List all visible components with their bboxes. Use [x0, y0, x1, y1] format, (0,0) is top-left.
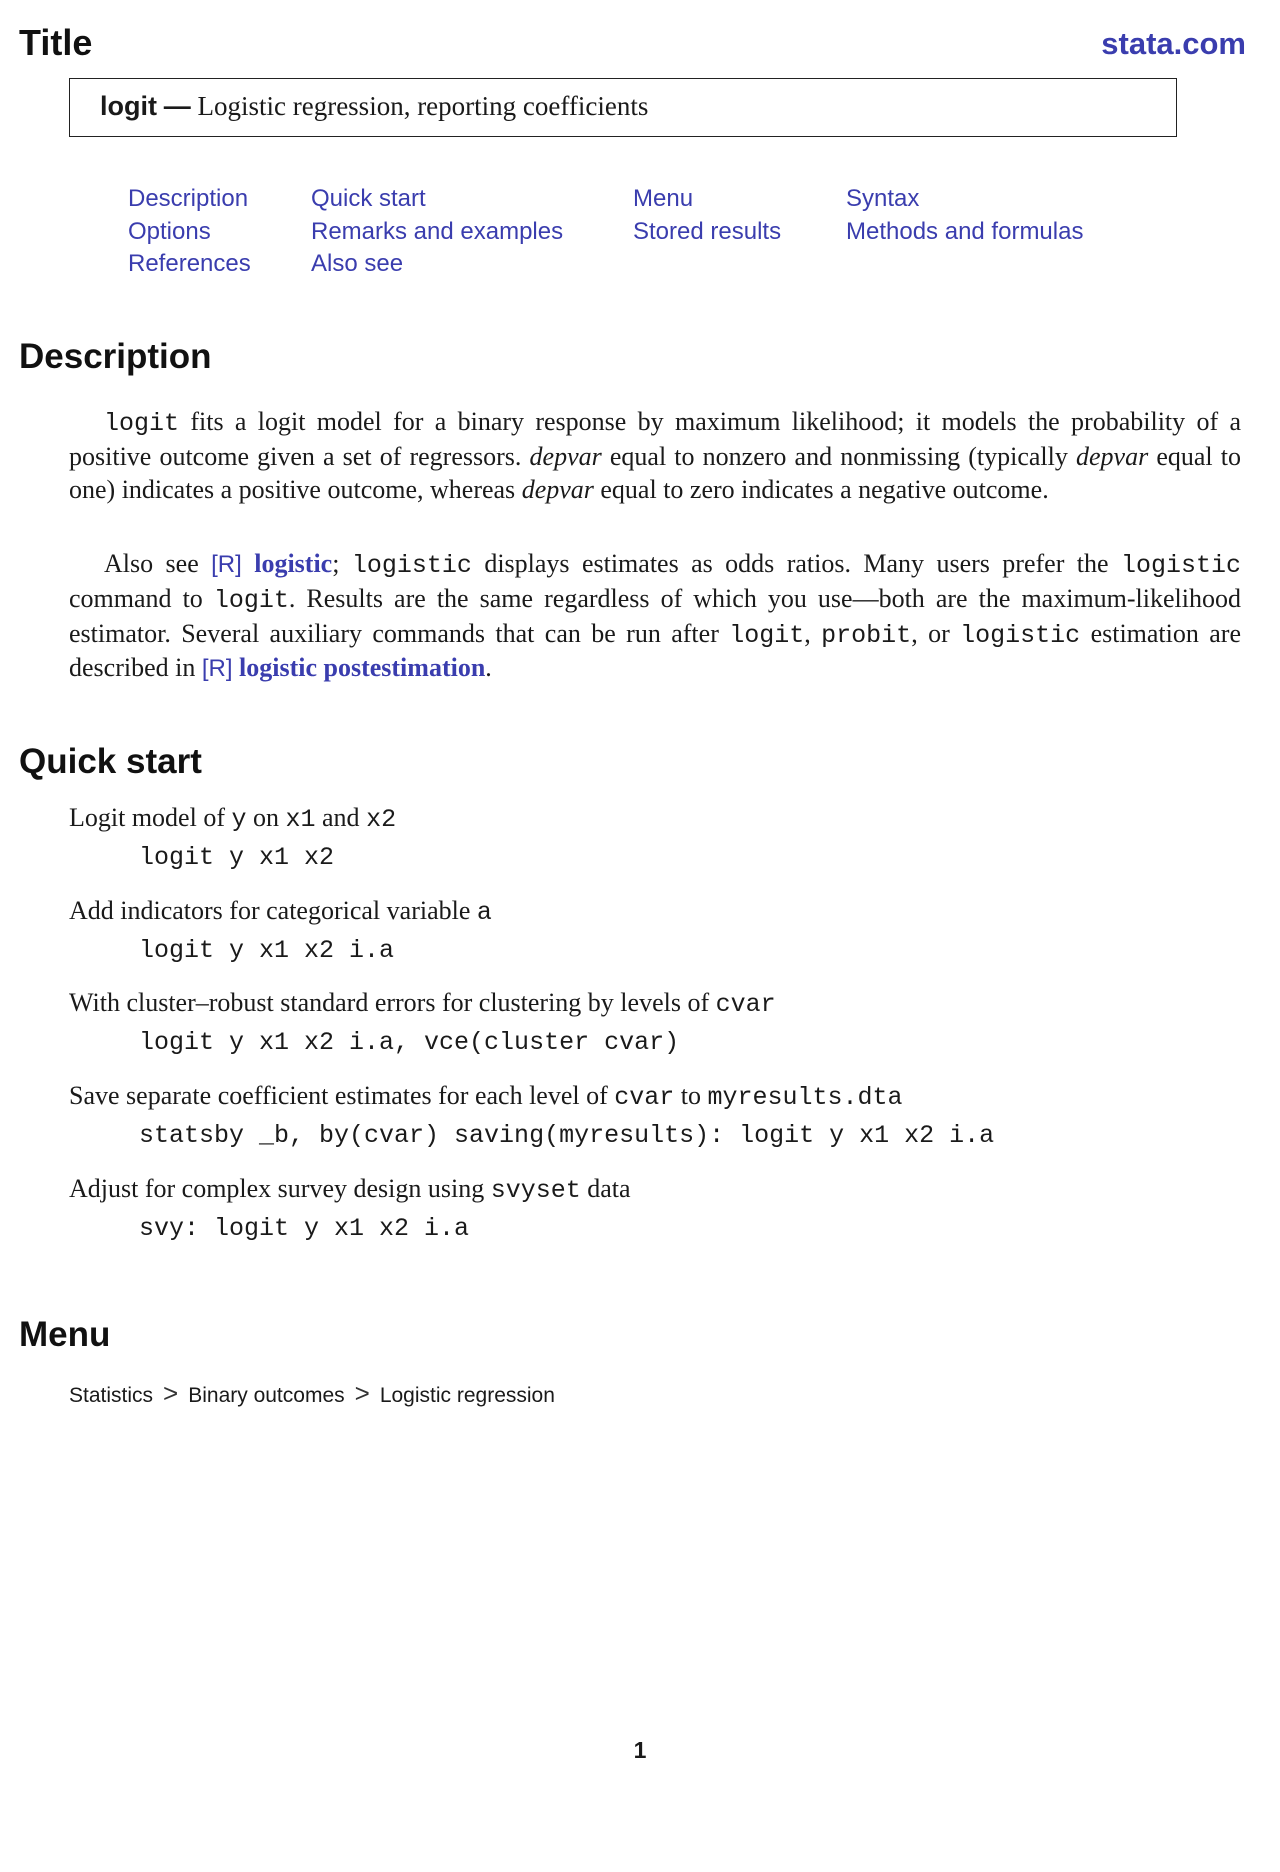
toc-column-2: [311, 183, 563, 281]
menu-path: [69, 1378, 555, 1409]
text-run: data: [580, 1174, 631, 1203]
quick-start-code: statsby _b, by(cvar) saving(myresults): logit y x1 x2 i.a: [139, 1121, 995, 1150]
toc-column-3: [633, 183, 781, 248]
toc-link-description[interactable]: Description: [128, 185, 249, 212]
page-number: 1: [633, 1737, 647, 1763]
menu-heading: Menu: [19, 1315, 111, 1354]
toc-column-4: [846, 183, 1083, 248]
toc-link-remarks-and-examples[interactable]: Remarks and examples: [311, 217, 564, 245]
chevron-right-icon: >: [354, 1378, 370, 1408]
var-name: cvar: [715, 990, 776, 1019]
text-run: equal to one) indicates a positive outcome, whereas: [69, 441, 1241, 504]
toc-link-quick-start[interactable]: Quick start: [311, 185, 426, 212]
text-run: equal to nonzero and nonmissing (typically: [601, 441, 1076, 471]
chevron-right-icon: >: [163, 1378, 179, 1408]
quick-start-code: logit y x1 x2 i.a, vce(cluster cvar): [139, 1028, 680, 1057]
text-run: Also see: [104, 549, 212, 578]
manual-ref-r[interactable]: [R]: [211, 551, 242, 578]
var-name: x1: [285, 805, 316, 834]
text-run: Save separate coefficient estimates for each level of: [69, 1081, 615, 1110]
text-run: ,: [804, 618, 822, 648]
quick-start-heading: Quick start: [19, 742, 202, 781]
title-box: [69, 78, 1177, 137]
command-name: logit: [100, 91, 157, 121]
toc-link-syntax[interactable]: Syntax: [846, 185, 920, 212]
text-run: equal to zero indicates a negative outcome.: [593, 474, 1049, 504]
var-name: a: [476, 898, 492, 927]
toc-link-references[interactable]: References: [128, 250, 251, 277]
quick-start-description: [69, 1081, 903, 1112]
description-paragraph-2: [69, 548, 1241, 686]
quick-start-code: logit y x1 x2 i.a: [139, 936, 395, 965]
description-paragraph-1: [69, 406, 1241, 506]
depvar-term: depvar: [521, 474, 594, 504]
text-run: command to: [69, 583, 214, 613]
var-name: x2: [366, 805, 397, 834]
toc-link-stored-results[interactable]: Stored results: [633, 217, 782, 245]
page-heading-title: Title: [19, 22, 93, 63]
table-of-contents: [0, 183, 1280, 283]
var-name: cvar: [614, 1083, 675, 1112]
file-name: myresults.dta: [707, 1083, 903, 1112]
logistic-command: logistic: [1120, 551, 1241, 580]
text-run: and: [315, 803, 367, 832]
toc-link-also-see[interactable]: Also see: [311, 250, 404, 277]
text-run: Adjust for complex survey design using: [69, 1174, 491, 1203]
quick-start-description: [69, 896, 492, 927]
menu-path-item: Binary outcomes: [188, 1384, 345, 1407]
toc-link-methods-and-formulas[interactable]: Methods and formulas: [846, 217, 1084, 245]
title-box-content: [100, 91, 648, 122]
command-subtitle: Logistic regression, reporting coefficients: [197, 91, 649, 121]
text-run: fits a logit model for a binary response by maximum likelihood; it models the probability of a positive outcome given a set of regressors.: [69, 407, 1241, 471]
stata-site-link[interactable]: stata.com: [1101, 26, 1246, 61]
menu-path-item: Logistic regression: [379, 1384, 555, 1407]
text-run: . Results are the same regardless of which you use—both are the maximum-likelihood estimator. Several auxiliary commands that can be run after: [69, 583, 1241, 648]
var-name: y: [231, 805, 247, 834]
logit-command: logit: [729, 620, 805, 650]
menu-path-item: Statistics: [69, 1384, 154, 1407]
text-run: .: [485, 653, 492, 683]
text-run: on: [246, 803, 286, 832]
toc-column-1: [128, 183, 251, 281]
depvar-term: depvar: [1076, 441, 1149, 471]
logit-command: logit: [104, 409, 180, 438]
text-run: displays estimates as odds ratios. Many users prefer the: [471, 549, 1121, 578]
logistic-command: logistic: [351, 551, 472, 580]
quick-start-description: [69, 1174, 631, 1205]
quick-start-description: [69, 988, 776, 1019]
text-run: Logit model of: [69, 803, 232, 832]
text-run: Add indicators for categorical variable: [69, 896, 477, 925]
quick-start-code: logit y x1 x2: [139, 843, 335, 872]
text-run: estimation are described in: [69, 618, 1242, 683]
text-run: ;: [332, 549, 352, 578]
command-name: svyset: [490, 1176, 581, 1205]
text-run: , or: [911, 618, 961, 648]
logistic-command: logistic: [960, 620, 1081, 650]
quick-start-code: svy: logit y x1 x2 i.a: [139, 1214, 470, 1243]
depvar-term: depvar: [529, 441, 602, 471]
logit-command: logit: [213, 585, 289, 615]
logistic-postestimation-link[interactable]: logistic postestimation: [239, 653, 486, 683]
toc-link-options[interactable]: Options: [128, 217, 211, 245]
manual-ref-r[interactable]: [R]: [201, 655, 233, 683]
quick-start-description: [69, 803, 396, 834]
description-heading: Description: [19, 337, 212, 376]
toc-link-menu[interactable]: Menu: [633, 185, 694, 212]
logistic-link[interactable]: logistic: [254, 549, 333, 578]
title-dash: —: [163, 91, 191, 121]
probit-command: probit: [821, 620, 912, 650]
text-run: With cluster–robust standard errors for clustering by levels of: [69, 988, 716, 1017]
text-run: to: [674, 1081, 708, 1110]
